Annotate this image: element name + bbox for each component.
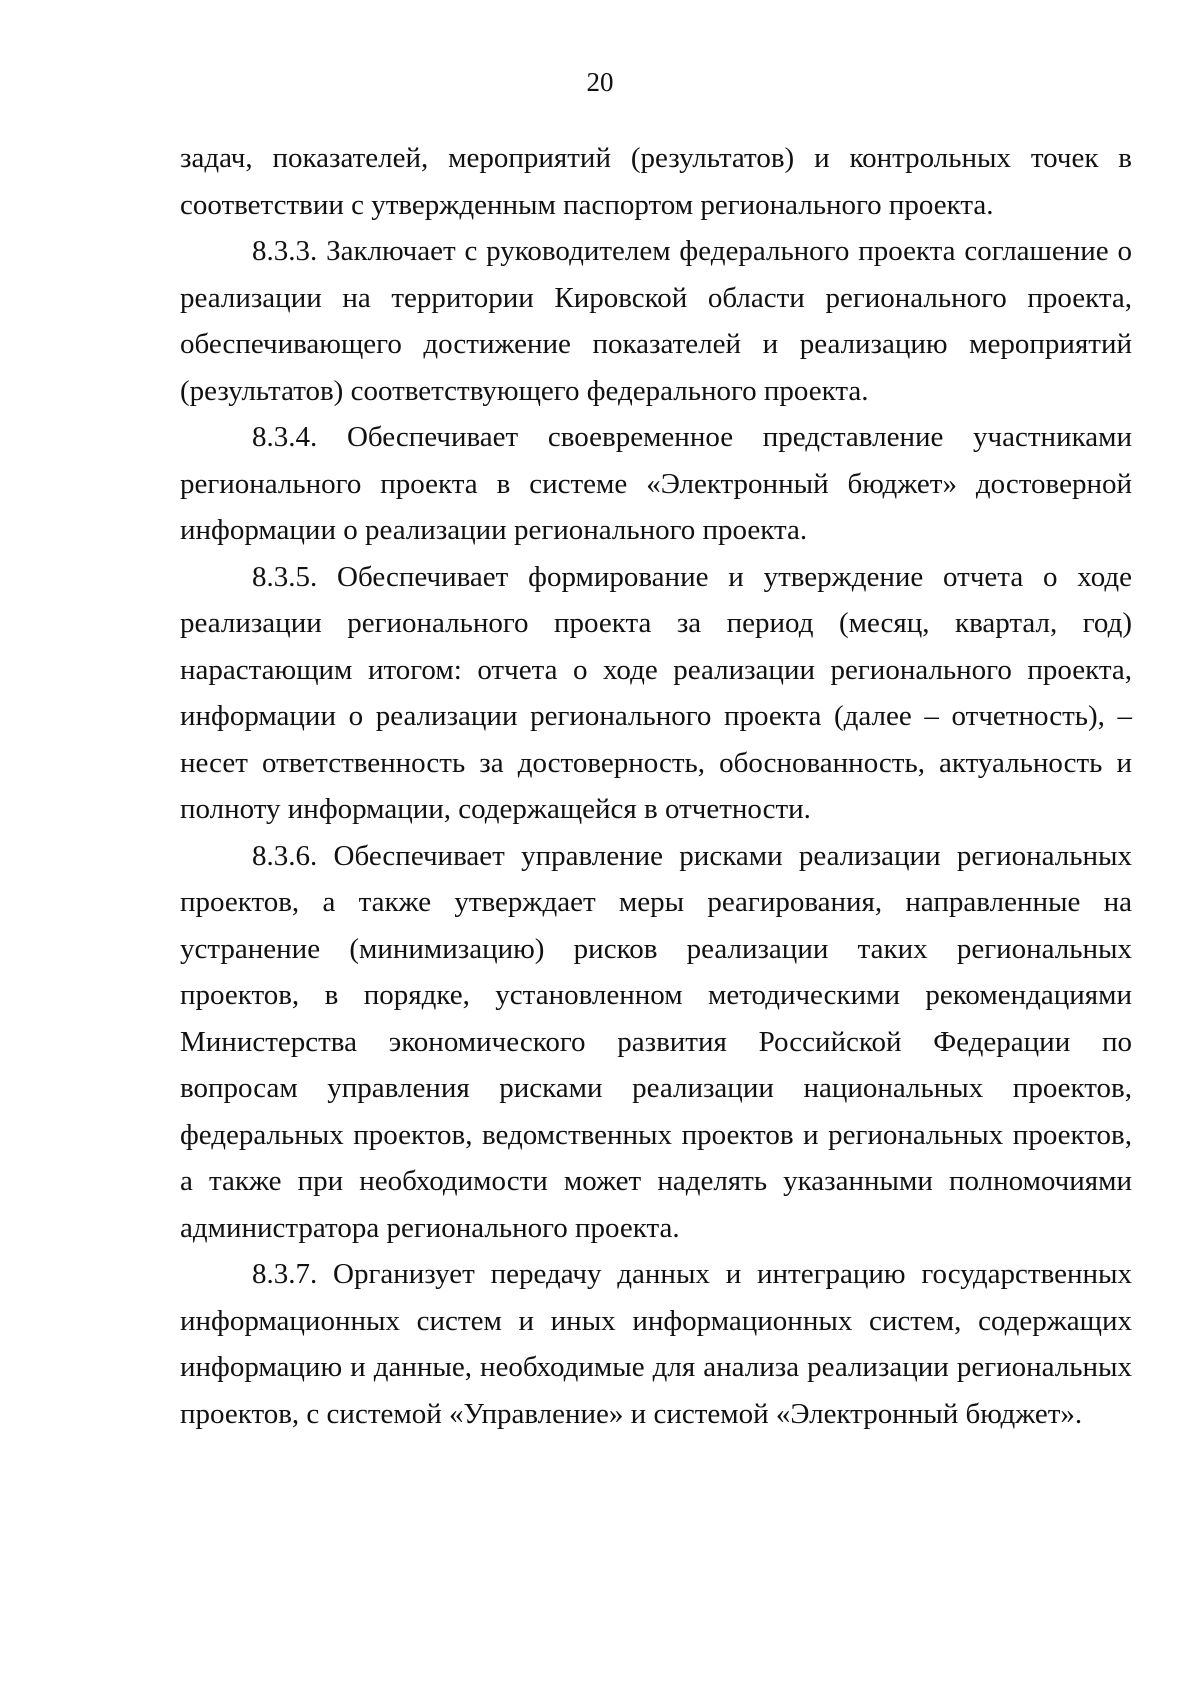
paragraph-8-3-3: 8.3.3. Заключает с руководителем федерального проекта соглашение о реализации на территории Кировской области регионального проекта, обеспечивающего достижение показателей и реализацию мероприятий (результатов) соответствующего федерального проекта. — [180, 235, 1132, 407]
paragraph-8-3-7: 8.3.7. Организует передачу данных и интеграцию государственных информационных систем и иных информационных систем, содержащих информацию и данные, необходимые для анализа реализации региональных проектов, с системой «Управление» и системой «Электронный бюджет». — [180, 1258, 1132, 1430]
paragraph-8-3-6: 8.3.6. Обеспечивает управление рисками реализации региональных проектов, а также утверждает меры реагирования, направленные на устранение (минимизацию) рисков реализации таких региональных проектов, в порядке, установленном методическими рекомендациями Министерства экономического развития Российской Федерации по вопросам управления рисками реализации национальных проектов, федеральных проектов, ведомственных проектов и региональных проектов, а также при необходимости может наделять указанными полномочиями администратора регионального проекта. — [180, 839, 1132, 1244]
paragraph-continuation: задач, показателей, мероприятий (результатов) и контрольных точек в соответствии с утвержденным паспортом регионального проекта. — [180, 142, 1132, 221]
paragraph-8-3-5: 8.3.5. Обеспечивает формирование и утверждение отчета о ходе реализации регионального проекта за период (месяц, квартал, год) нарастающим итогом: отчета о ходе реализации регионального проекта, информации о реализации регионального проекта (далее – отчетность), – несет ответственность за достоверность, обоснованность, актуальность и полноту информации, содержащейся в отчетности. — [180, 560, 1132, 825]
paragraph-8-3-4: 8.3.4. Обеспечивает своевременное представление участниками регионального проекта в системе «Электронный бюджет» достоверной информации о реализации регионального проекта. — [180, 421, 1132, 546]
document-body — [180, 135, 1132, 1437]
page-number: 20 — [586, 67, 614, 97]
